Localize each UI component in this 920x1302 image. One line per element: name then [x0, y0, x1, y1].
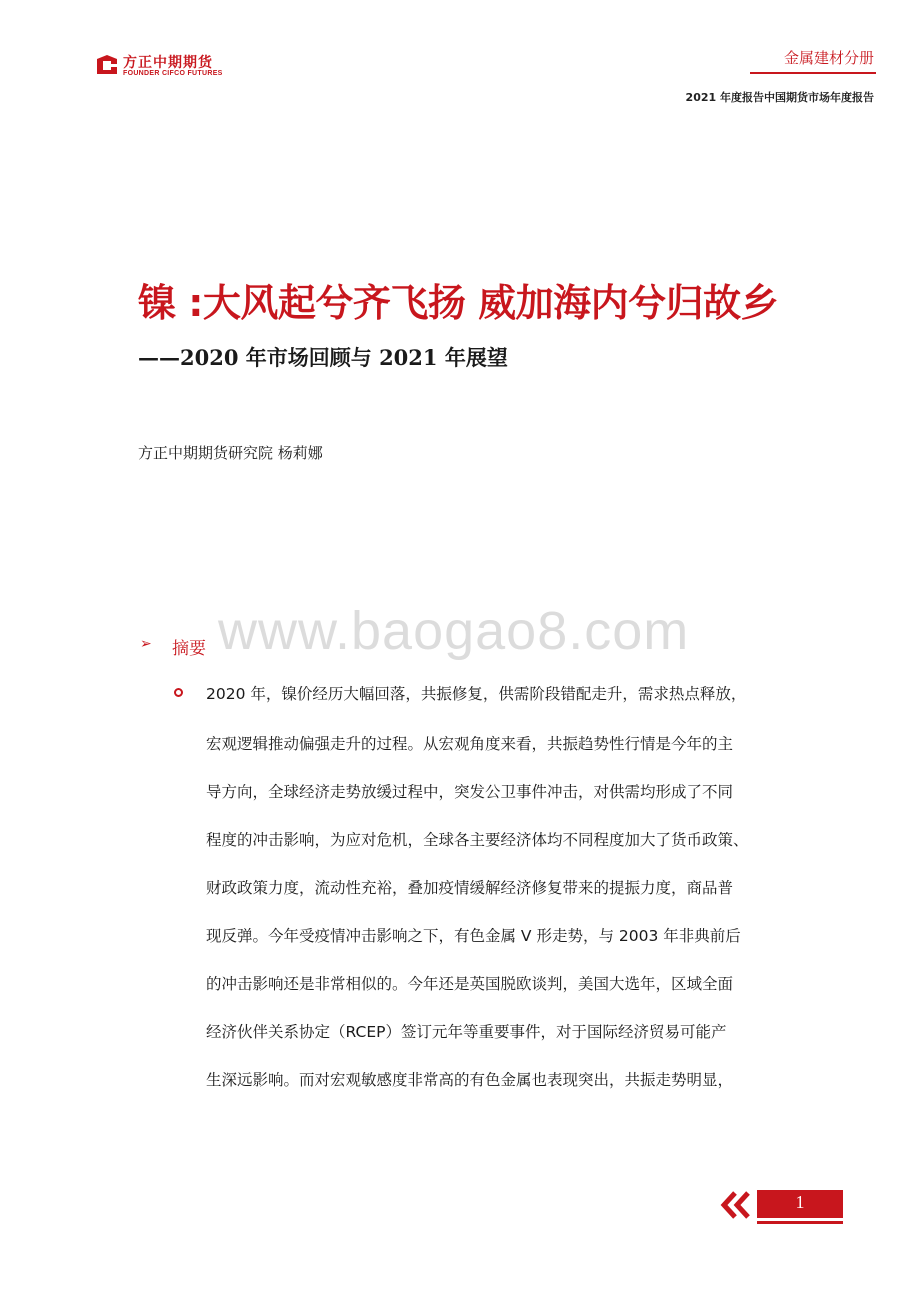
arrow-bullet-icon: ➢: [140, 636, 152, 652]
circle-bullet-icon: [174, 688, 183, 697]
page-number-box: [757, 1190, 843, 1218]
summary-line: 宏观逻辑推动偏强走升的过程。从宏观角度来看，共振趋势性行情是今年的主: [206, 735, 734, 753]
header-report-series: 2021 年度报告中国期货市场年度报告: [685, 91, 874, 104]
double-chevron-left-icon: [719, 1190, 753, 1220]
summary-line: 财政政策力度，流动性充裕，叠加疫情缓解经济修复带来的提振力度，商品普: [206, 879, 734, 897]
footer-rule: [757, 1221, 843, 1224]
section-label-summary: 摘要: [172, 639, 206, 659]
watermark: www.baogao8.com: [218, 601, 690, 661]
header-rule: [750, 72, 876, 74]
summary-line: 导方向，全球经济走势放缓过程中，突发公卫事件冲击，对供需均形成了不同: [206, 783, 734, 801]
author-line: 方正中期期货研究院 杨莉娜: [138, 444, 323, 462]
logo-mark-icon: [95, 54, 119, 76]
summary-line: 的冲击影响还是非常相似的。今年还是英国脱欧谈判，美国大选年，区域全面: [206, 975, 734, 993]
logo-text-en: FOUNDER CIFCO FUTURES: [123, 70, 223, 77]
page-number: 1: [795, 1192, 805, 1212]
summary-line: 2020 年，镍价经历大幅回落，共振修复，供需阶段错配走升，需求热点释放，: [206, 685, 747, 703]
header-category: 金属建材分册: [783, 49, 874, 67]
summary-line: 生深远影响。而对宏观敏感度非常高的有色金属也表现突出，共振走势明显，: [206, 1071, 734, 1089]
logo-text-cn: 方正中期期货: [123, 55, 213, 71]
summary-line: 现反弹。今年受疫情冲击影响之下，有色金属 V 形走势，与 2003 年非典前后: [206, 927, 741, 945]
sub-title: ——2020 年市场回顾与 2021 年展望: [138, 345, 508, 370]
summary-line: 经济伙伴关系协定（RCEP）签订元年等重要事件，对于国际经济贸易可能产: [206, 1023, 727, 1041]
main-title: 镍 :大风起兮齐飞扬 威加海内兮归故乡: [138, 281, 779, 325]
summary-line: 程度的冲击影响，为应对危机，全球各主要经济体均不同程度加大了货币政策、: [206, 831, 749, 849]
